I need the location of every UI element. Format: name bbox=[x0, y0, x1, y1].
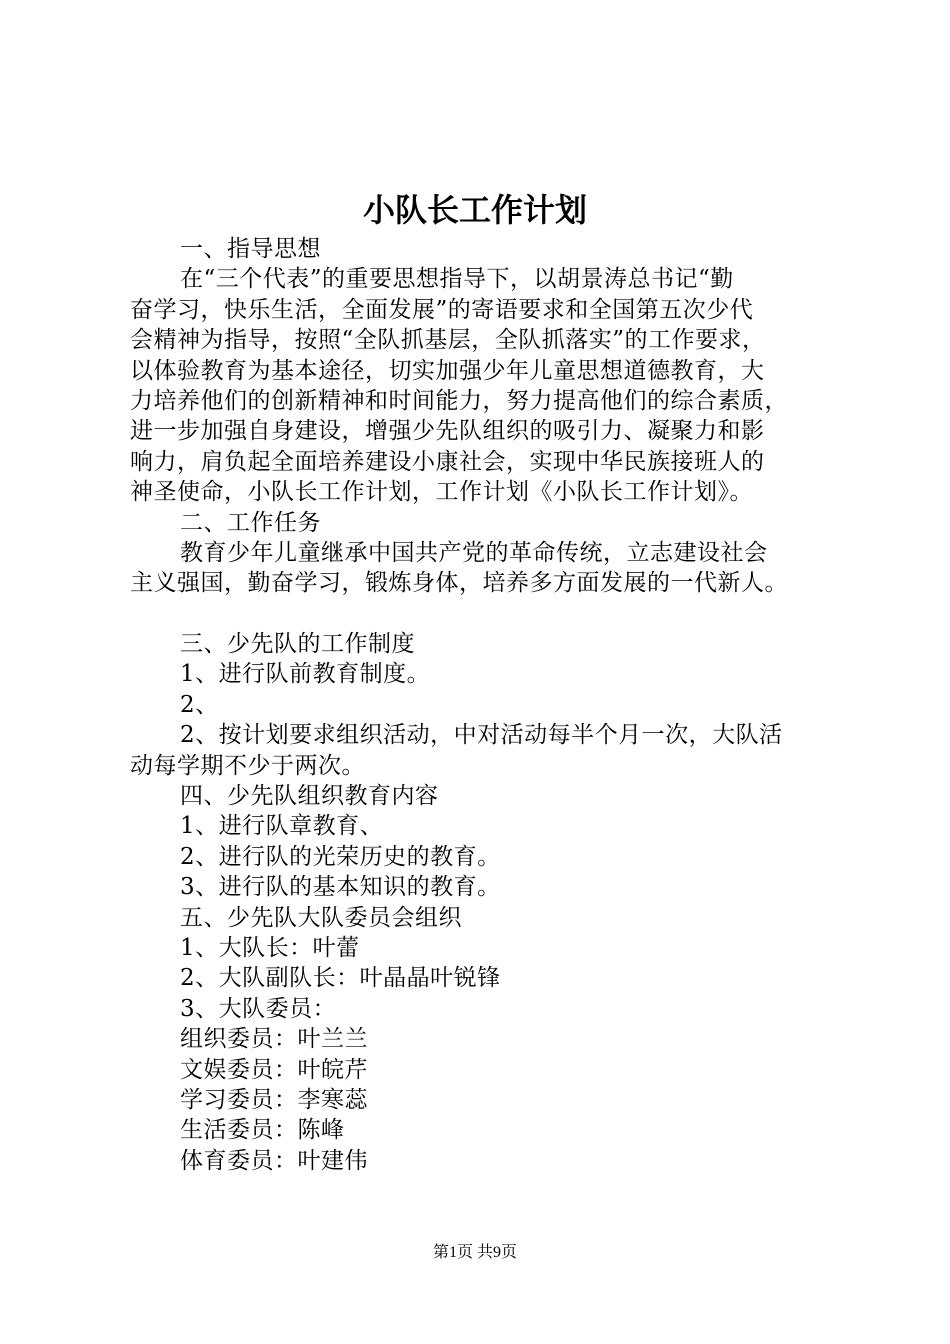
body-line: 力培养他们的创新精神和时间能力，努力提高他们的综合素质， bbox=[130, 387, 788, 414]
body-line: 二、工作任务 bbox=[180, 509, 321, 536]
body-line: 1、进行队章教育、 bbox=[180, 813, 384, 840]
body-line: 体育委员：叶建伟 bbox=[180, 1147, 368, 1174]
body-line: 教育少年儿童继承中国共产党的革命传统，立志建设社会 bbox=[180, 539, 768, 566]
body-line: 1、进行队前教育制度。 bbox=[180, 661, 431, 688]
body-line: 3、进行队的基本知识的教育。 bbox=[180, 874, 501, 901]
body-line: 四、少先队组织教育内容 bbox=[180, 783, 439, 810]
body-line: 会精神为指导，按照“全队抓基层，全队抓落实”的工作要求， bbox=[130, 327, 766, 354]
blank-line bbox=[130, 599, 856, 629]
page-title: 小队长工作计划 bbox=[362, 191, 587, 229]
body-line: 以体验教育为基本途径，切实加强少年儿童思想道德教育，大 bbox=[130, 357, 765, 384]
body-line: 学习委员：李寒蕊 bbox=[180, 1086, 368, 1113]
body-line: 在“三个代表”的重要思想指导下，以胡景涛总书记“勤 bbox=[180, 266, 734, 293]
body-line: 动每学期不少于两次。 bbox=[130, 752, 365, 779]
page-footer: 第1页 共9页 bbox=[432, 1244, 517, 1261]
body-line: 1、大队长：叶蕾 bbox=[180, 934, 360, 961]
body-line: 主义强国，勤奋学习，锻炼身体，培养多方面发展的一代新人。 bbox=[130, 570, 788, 597]
body-line: 响力，肩负起全面培养建设小康社会，实现中华民族接班人的 bbox=[130, 448, 765, 475]
body-line: 三、少先队的工作制度 bbox=[180, 631, 415, 658]
body-line: 3、大队委员： bbox=[180, 995, 337, 1022]
document-body bbox=[130, 234, 856, 1176]
body-line: 2、大队副队长：叶晶晶叶锐锋 bbox=[180, 965, 501, 992]
body-line: 生活委员：陈峰 bbox=[180, 1117, 345, 1144]
body-line: 文娱委员：叶皖芹 bbox=[180, 1056, 368, 1083]
body-line: 五、少先队大队委员会组织 bbox=[180, 904, 462, 931]
body-line: 奋学习，快乐生活，全面发展”的寄语要求和全国第五次少代 bbox=[130, 296, 754, 323]
body-line: 进一步加强自身建设，增强少先队组织的吸引力、凝聚力和影 bbox=[130, 418, 765, 445]
body-line: 2、按计划要求组织活动，中对活动每半个月一次，大队活 bbox=[180, 722, 783, 749]
body-line: 一、指导思想 bbox=[180, 236, 321, 262]
body-line: 神圣使命，小队长工作计划，工作计划《小队长工作计划》。 bbox=[130, 479, 753, 506]
body-line: 2、 bbox=[180, 691, 219, 718]
body-line: 组织委员：叶兰兰 bbox=[180, 1026, 368, 1053]
body-line: 2、进行队的光荣历史的教育。 bbox=[180, 843, 501, 870]
